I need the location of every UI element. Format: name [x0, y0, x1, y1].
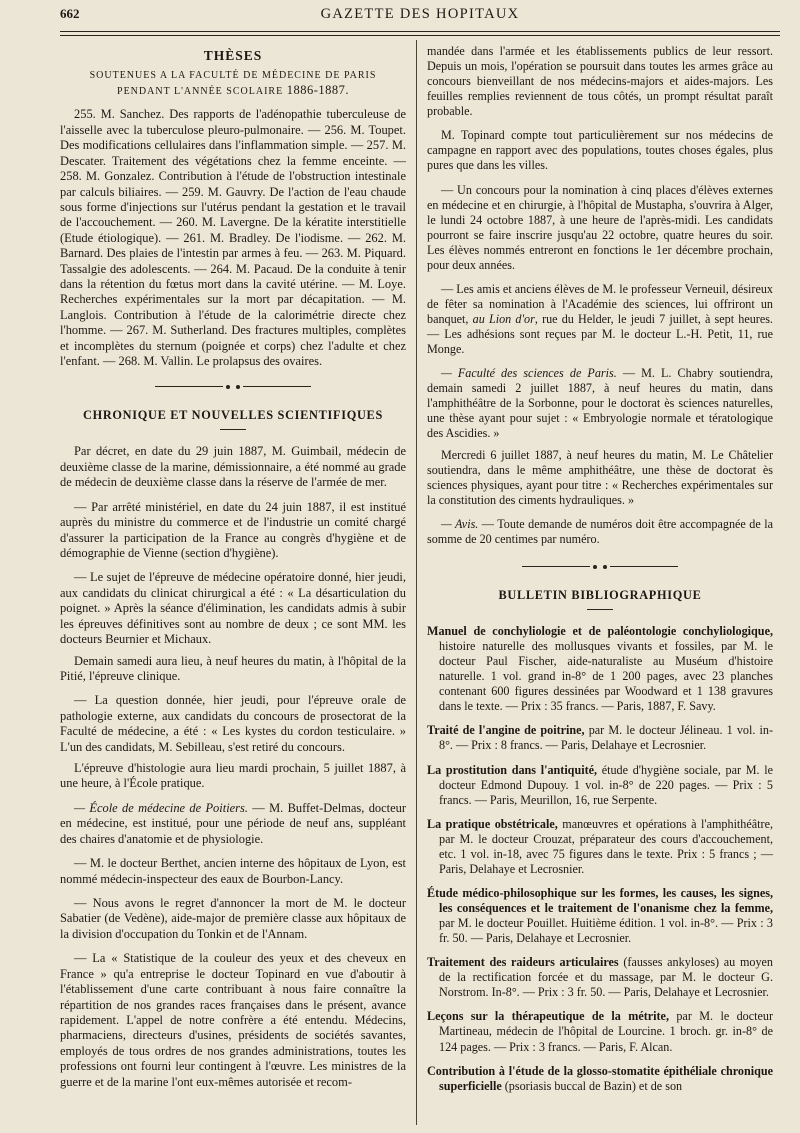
section-separator: [427, 559, 773, 574]
news-text: — Les amis et anciens élèves de M. le professeur Verneuil, désireux de fêter sa nomination à l'Académie des sciences, lui offriront un banquet,: [427, 281, 773, 326]
news-paragraph: [427, 366, 773, 441]
right-column: [427, 44, 773, 1103]
book-details: (psoriasis buccal de Bazin) et de son: [501, 1078, 683, 1093]
news-paragraph: — La question donnée, hier jeudi, pour l'épreuve orale de pathologie externe, aux candidats du concours de prosectorat de la Faculté de médecine, a été : « Les kystes du cordon testiculaire. » L'un des candidats, M. Sebilleau, s'est retiré du concours.: [60, 693, 406, 754]
news-paragraph: Demain samedi aura lieu, à neuf heures du matin, à l'hôpital de la Pitié, l'épreuve clinique.: [60, 653, 406, 683]
bulletin-heading-rule: [587, 609, 613, 610]
news-lead-italic: — Avis.: [441, 516, 479, 531]
bulletin-heading: BULLETIN BIBLIOGRAPHIQUE: [498, 587, 702, 602]
theses-heading: THÈSES: [203, 48, 263, 63]
book-title: Manuel de conchyliologie et de paléontologie conchyliologique,: [427, 624, 773, 638]
book-details: par M. le docteur Martineau, médecin de l'hôpital de Lourcine. 1 broch. gr. in-8° de 124 pages. — Prix : 3 francs. — Paris, F. Alcan.: [439, 1009, 773, 1054]
left-column: [60, 44, 406, 1099]
news-text: , rue du Helder, le jeudi 7 juillet, à sept heures. — Les adhésions sont reçues par M. le docteur L.-H. Petit, 11, rue Monge.: [427, 312, 773, 357]
news-italic: au Lion d'or: [472, 312, 535, 326]
book-title: La prostitution dans l'antiquité,: [427, 762, 598, 777]
news-paragraph: [60, 801, 406, 847]
book-title: Traité de l'angine de poitrine,: [427, 723, 585, 738]
column-divider: [416, 40, 417, 1125]
news-paragraph: mandée dans l'armée et les établissements publics de leur ressort. Depuis un mois, l'opération se poursuit dans toutes les armes grâce au concours bienveillant de nos médecins-majors et aides-majors. Les feuilles remplies reviennent de tous côtés, un prompt résultat paraît probable.: [427, 44, 773, 119]
news-paragraph: L'épreuve d'histologie aura lieu mardi prochain, 5 juillet 1887, à une heure, à l'École pratique.: [60, 761, 406, 791]
news-text: — Toute demande de numéros doit être accompagnée de la somme de 20 centimes par numéro.: [427, 516, 773, 546]
news-paragraph: Mercredi 6 juillet 1887, à neuf heures du matin, M. Le Châtelier soutiendra, dans le même amphithéâtre, une thèse de doctorat ès sciences physiques, ayant pour titre : « Recherches expérimentales sur la constitution des ciments hydrauliques. »: [427, 447, 773, 507]
bibliography-entry: [427, 886, 773, 946]
bibliography-entry: [427, 955, 773, 1000]
bibliography-entry: [427, 763, 773, 808]
section-separator: [60, 379, 406, 394]
news-text: — M. L. Chabry soutiendra, demain samedi 2 juillet 1887, à neuf heures du matin, dans l'amphithéâtre de la Sorbonne, pour le doctorat ès sciences naturelles, une thèse ayant pour sujet : « Embryologie normale et tératologique des Ascidies. »: [427, 366, 773, 441]
journal-title: GAZETTE DES HOPITAUX: [320, 6, 520, 22]
bibliography-entry: [427, 817, 773, 877]
book-details: histoire naturelle des mollusques vivants et fossiles, par M. le docteur Paul Fischer, aide-naturaliste au Muséum d'histoire naturelle. 1 vol. grand in-8° de 1 200 pages, avec 23 planches contenant 600 figures dessinées par Woodward et 1 138 gravures dans le texte. — Prix : 35 francs. — Paris, 1887, F. Savy.: [439, 639, 773, 714]
news-paragraph: — Le sujet de l'épreuve de médecine opératoire donné, hier jeudi, aux candidats du clinicat chirurgical a été : « La désarticulation du poignet. » Après la séance d'élimination, les candidats admis à subir les épreuves définitives sont au nombre de deux ; ce sont MM. les docteurs Beurnier et Michaux.: [60, 570, 406, 647]
book-details: étude d'hygiène sociale, par M. le docteur Edmond Dupouy. 1 vol. in-8° de 220 pages. — Prix : 5 francs. — Paris, Meurillon, 16, rue Serpente.: [439, 762, 773, 807]
news-paragraph: [427, 282, 773, 357]
news-paragraph: — Un concours pour la nomination à cinq places d'élèves externes en médecine et en chirurgie, à l'hôpital de Mustapha, s'ouvrira à Alger, le lundi 24 octobre 1887, à une heure de l'après-midi. Les candidats pourront se faire inscrire jusqu'au 22 octobre, quatre heures du soir. Les élèves nommés entreront en fonctions le 1er décembre prochain, pour deux années.: [427, 182, 773, 272]
news-paragraph: — Nous avons le regret d'annoncer la mort de M. le docteur Sabatier (de Vedène), aide-major de première classe aux hôpitaux de la division d'occupation du Tonkin et de l'Annam.: [60, 895, 406, 941]
news-lead-italic: — Faculté des sciences de Paris.: [441, 366, 617, 381]
book-title: Traitement des raideurs articulaires: [427, 955, 619, 970]
book-title: La pratique obstétricale,: [427, 816, 558, 831]
theses-list: 255. M. Sanchez. Des rapports de l'adénopathie tuberculeuse de l'aisselle avec la tuberculose pleuro-pulmonaire. — 256. M. Toupet. Des modifications cellulaires dans l'inflammation simple. — 257. M. Descater. Traitement des végétations chez la femme enceinte. — 258. M. Gonzalez. Contribution à l'étude de l'obstruction intestinale par calculs biliaires. — 259. M. Gauvry. De l'action de l'eau chaude sous forme d'injections sur l'utérus pendant la gestation et le travail de l'accouchement. — 260. M. Lavergne. De la kératite interstitielle (Etude étiologique). — 261. M. Bradley. De l'iodisme. — 262. M. Barnard. Des plaies de l'intestin par armes à feu. — 263. M. Piquard. Tassalgie des adolescents. — 264. M. Pacaud. De la conduite à tenir dans la rétention du fœtus mort dans la cavité utérine. — M. Loye. Recherches expérimentales sur la mort par décapitation. — M. Langlois. Contribution à l'étude de la calorimétrie directe chez l'homme. — 267. M. Sutherland. Des fractures multiples, complètes et incomplètes du sternum (poignée et corps) chez l'adulte et chez l'enfant. — 268. M. Vallin. Le prolapsus des ovaires.: [60, 107, 406, 369]
book-details: (fausses ankyloses) au moyen de la rectification forcée et du massage, par M. le docteur G. Norstrom. In-8°. — Prix : 3 fr. 50. — Paris, Delahaye et Lecrosnier.: [439, 955, 773, 1000]
book-title: Étude médico-philosophique sur les formes, les causes, les signes, les conséquences et le traitement de l'onanisme chez la femme,: [427, 885, 773, 915]
bibliography-entry: [427, 1064, 773, 1094]
news-paragraph: — Par arrêté ministériel, en date du 24 juin 1887, il est institué auprès du ministre du commerce et de l'industrie un comité chargé d'assurer la participation de la France au congrès d'hygiène et de démographie de Vienne (section d'hygiène).: [60, 499, 406, 560]
header-rule-bottom: [60, 35, 780, 36]
book-details: manœuvres et opérations à l'amphithéâtre, par M. le docteur Crouzat, préparateur des cours d'accouchement, etc. 1 vol. in-18, avec 75 figures dans le texte. Prix : 5 francs ; — Paris, Delahaye et Lecrosnier.: [439, 816, 773, 876]
bibliography-entry: [427, 1009, 773, 1054]
bibliography-entry: [427, 723, 773, 753]
header-rule-top: [60, 31, 780, 32]
theses-subtitle: [60, 69, 406, 99]
book-title: Contribution à l'étude de la glosso-stomatite épithéliale chronique superficielle: [427, 1063, 773, 1093]
bibliography-entry: [427, 624, 773, 714]
news-paragraph: [427, 517, 773, 547]
news-paragraph: — La « Statistique de la couleur des yeux et des cheveux en France » qu'a entreprise le docteur Topinard en vue d'aboutir à l'établissement d'une carte contribuant à nous faire connaître la répartition de nos grandes races françaises dans le présent, avance rapidement. L'appel de notre confrère a été entendu. Médecins, pharmaciens, directeurs d'usines, présidents de sociétés savantes, employés de tous ordres de nos grandes administrations, toutes les professions ont fourni leur contingent à l'œuvre. Les ministres de la guerre et de la marine l'ont eux-mêmes autorisée et recom-: [60, 951, 406, 1089]
book-details: par M. le docteur Jélineau. 1 vol. in-8°. — Prix : 8 francs. — Paris, Delahaye et Lecrosnier.: [439, 723, 773, 753]
page-number: 662: [60, 6, 80, 21]
book-title: Leçons sur la thérapeutique de la métrite,: [427, 1009, 669, 1024]
news-paragraph: M. Topinard compte tout particulièrement sur nos médecins de campagne en rapport avec des populations, toutes choses égales, plus pures que dans les villes.: [427, 128, 773, 173]
theses-year: 1886-1887.: [286, 83, 349, 98]
page-header: [60, 6, 780, 30]
news-lead-italic: — École de médecine de Poitiers.: [74, 800, 248, 815]
bibliography-list: [427, 624, 773, 1094]
news-text: — M. Buffet-Delmas, docteur en médecine, est institué, pour une période de neuf ans, suppléant des chaires d'anatomie et de physiologie.: [60, 800, 406, 846]
book-details: par M. le docteur Pouillet. Huitième édition. 1 vol. in-8°. — Prix : 3 fr. 50. — Paris, Delahaye et Lecrosnier.: [439, 916, 773, 946]
chronique-heading: CHRONIQUE ET NOUVELLES SCIENTIFIQUES: [82, 408, 384, 423]
theses-subtitle-line-2: PENDANT L'ANNÉE SCOLAIRE: [117, 86, 284, 98]
chronique-heading-rule: [220, 429, 246, 430]
news-paragraph: Par décret, en date du 29 juin 1887, M. Guimbail, médecin de deuxième classe de la marine, démissionnaire, a été nommé au grade de médecin de deuxième classe dans la réserve de l'armée de mer.: [60, 444, 406, 490]
news-paragraph: — M. le docteur Berthet, ancien interne des hôpitaux de Lyon, est nommé médecin-inspecteur des eaux de Bourbon-Lancy.: [60, 856, 406, 886]
theses-subtitle-line-1: SOUTENUES A LA FACULTÉ DE MÉDECINE DE PARIS: [89, 70, 377, 82]
